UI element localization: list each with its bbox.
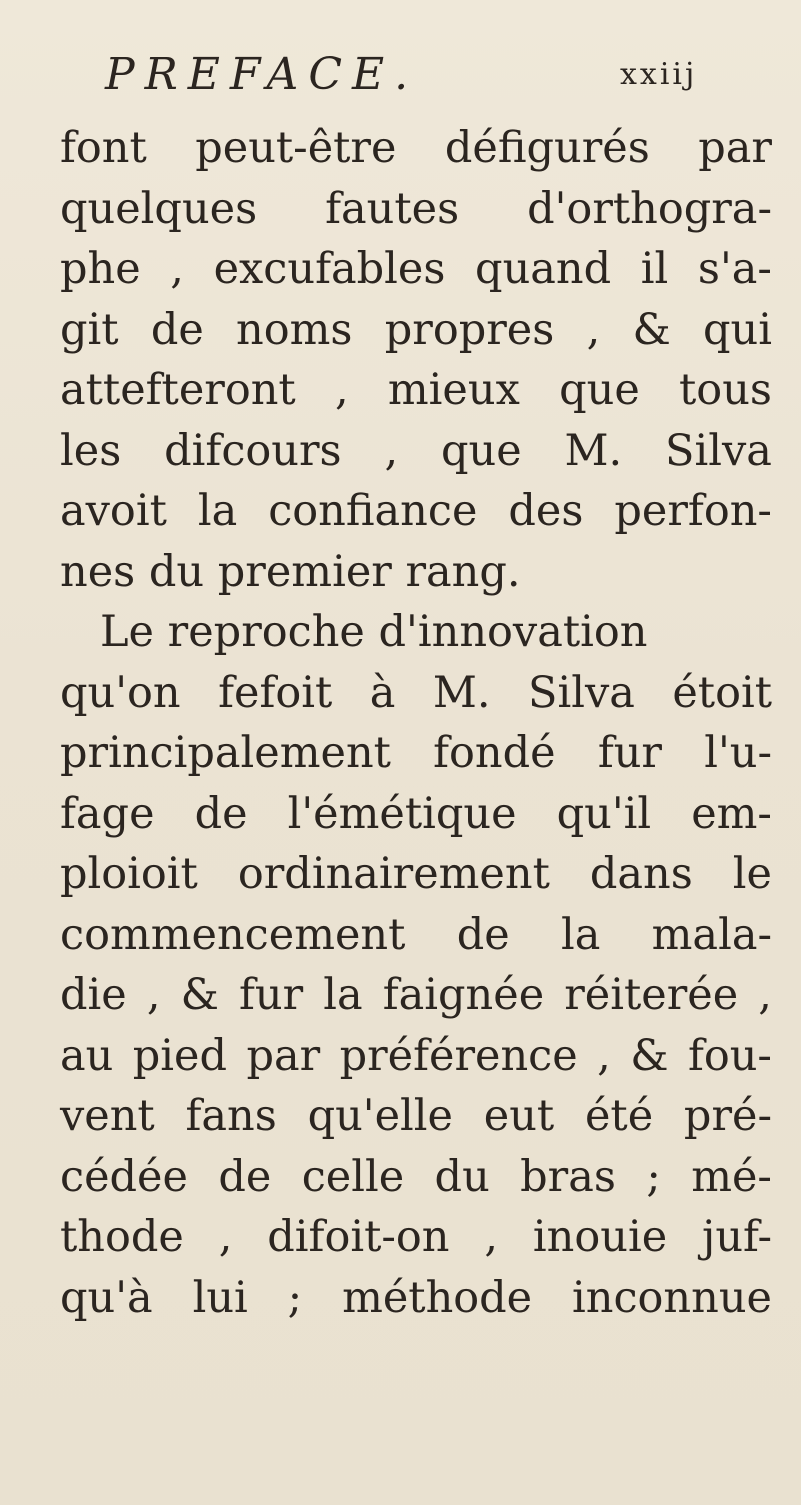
text-line: phe , excufables quand il s'a- bbox=[60, 244, 772, 294]
text-line: les difcours , que M. Silva bbox=[60, 425, 772, 476]
text-line: die , & fur la faignée réiterée , bbox=[60, 970, 772, 1020]
text-line: avoit la confiance des perfon- bbox=[60, 486, 772, 536]
running-title: PREFACE. bbox=[105, 49, 419, 100]
text-line: principalement fondé fur l'u- bbox=[60, 728, 772, 778]
text-line: commencement de la mala- bbox=[60, 909, 772, 960]
text-line: git de noms propres , & qui bbox=[60, 304, 772, 355]
text-line: font peut-être défigurés par bbox=[60, 123, 772, 173]
text-line: ploioit ordinairement dans le bbox=[60, 849, 772, 899]
text-line: cédée de celle du bras ; mé- bbox=[60, 1151, 772, 1202]
text-line: qu'à lui ; méthode inconnue bbox=[60, 1272, 772, 1323]
text-line: Le reproche d'innovation bbox=[100, 607, 648, 657]
text-line: nes du premier rang. bbox=[60, 546, 521, 597]
body-text bbox=[60, 118, 772, 1328]
text-line: thode , difoit-on , inouie juf- bbox=[60, 1212, 772, 1262]
text-line: vent fans qu'elle eut été pré- bbox=[60, 1091, 772, 1141]
text-line: au pied par préférence , & fou- bbox=[60, 1030, 772, 1081]
text-line: qu'on fefoit à M. Silva étoit bbox=[60, 667, 772, 718]
text-line: quelques fautes d'orthogra- bbox=[60, 183, 772, 234]
text-line: fage de l'émétique qu'il em- bbox=[60, 788, 772, 839]
page-number: xxiij bbox=[620, 57, 698, 92]
page-header bbox=[0, 40, 801, 110]
text-line: attefteront , mieux que tous bbox=[60, 365, 772, 415]
